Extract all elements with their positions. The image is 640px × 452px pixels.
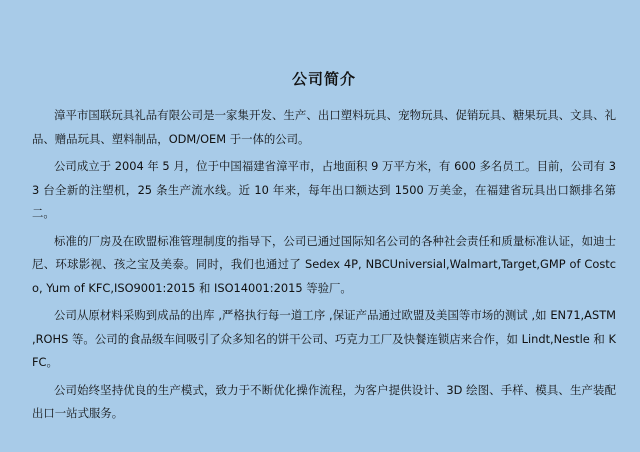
paragraph-history: 公司成立于 2004 年 5 月，位于中国福建省漳平市，占地面积 9 万平方米，有 600 多名员工。目前，公司有 33 台全新的注塑机，25 条生产流水线。近 10 年来，每年出口额达到 1500 万美金，在福建省玩具出口额排名第二。 (32, 159, 616, 220)
paragraph-certifications: 标准的厂房及在欧盟标准管理制度的指导下，公司已通过国际知名公司的各种社会责任和质量标准认证，如迪士尼、环球影视、孩之宝及美泰。同时，我们也通过了 Sedex 4P, NBCUniversial,Walmart,Target,GMP of Costco, Yum of KFC,ISO9001:2015 和 ISO14001:2015 等验厂。 (32, 233, 616, 295)
page-title: 公司简介 (291, 70, 356, 88)
paragraph-intro: 漳平市国联玩具礼品有限公司是一家集开发、生产、出口塑料玩具、宠物玩具、促销玩具、糖果玩具、文具、礼品、赠品玩具、塑料制品，ODM/OEM 于一体的公司。 (32, 108, 616, 146)
paragraph-quality-control: 公司从原材料采购到成品的出库 ,严格执行每一道工序 ,保证产品通过欧盟及美国等市场的测试 ,如 EN71,ASTM ,ROHS 等。公司的食品级车间吸引了众多知名的饼干公司、巧克力工厂及快餐连锁店来合作，如 Lindt,Nestle 和 KFC。 (32, 308, 616, 369)
paragraph-services: 公司始终坚持优良的生产模式，致力于不断优化操作流程，为客户提供设计、3D 绘图、手样、模具、生产装配出口一站式服务。 (32, 382, 616, 420)
